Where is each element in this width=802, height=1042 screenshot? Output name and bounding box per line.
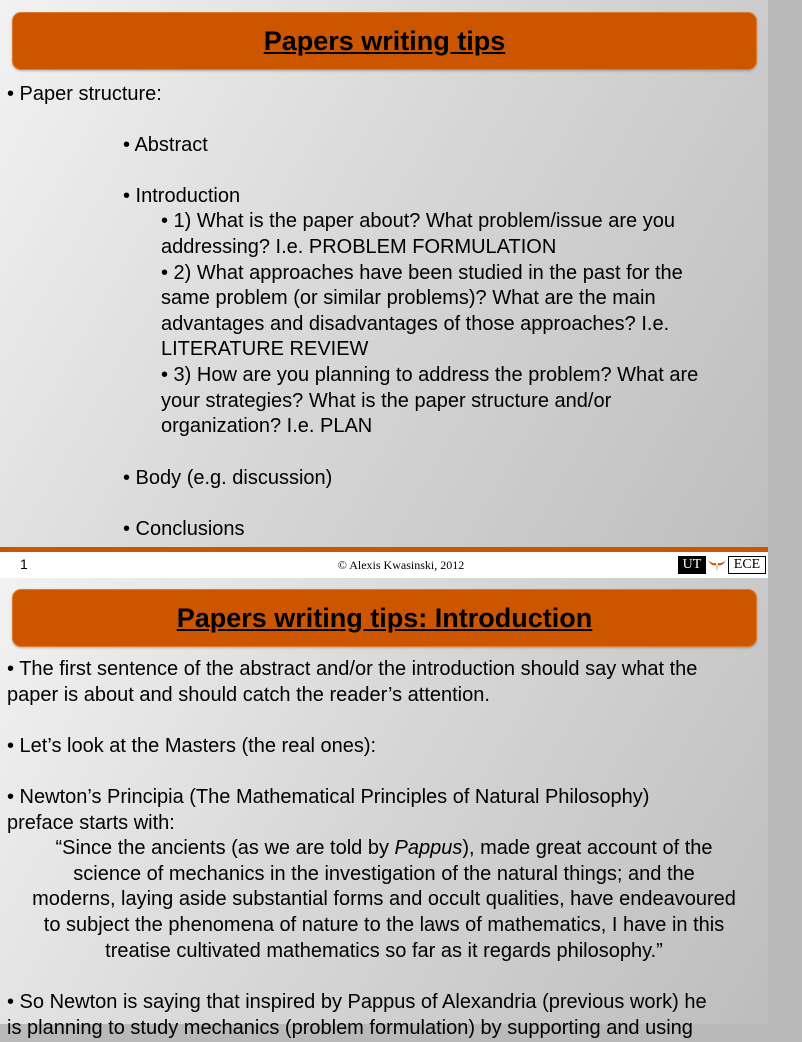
logo-ut: UT: [678, 556, 706, 574]
quote-text: ), made great account of the: [462, 837, 713, 859]
bullet-conclusions: • Conclusions: [123, 518, 245, 540]
bullet-introduction: • Introduction: [123, 185, 241, 207]
quote-italic-pappus: Pappus: [394, 837, 463, 859]
masters-line: • Let’s look at the Masters (the real ones):: [7, 735, 377, 757]
bullet-paper-structure: • Paper structure:: [7, 83, 162, 105]
intro-point-1-cont: addressing? I.e. PROBLEM FORMULATION: [161, 236, 557, 258]
slide-footer: [0, 552, 768, 578]
quote-line-5: treatise cultivated mathematics so far as it regards philosophy.”: [105, 940, 663, 962]
quote-line-1: [0, 836, 768, 862]
longhorn-icon: [706, 556, 728, 574]
logo-ece: ECE: [728, 556, 766, 574]
intro-point-2: • 2) What approaches have been studied in the past for the: [161, 262, 683, 284]
ut-ece-logo: [678, 556, 766, 574]
quote-line-4: to subject the phenomena of nature to the laws of mathematics, I have in this: [43, 914, 725, 936]
intro-point-2-cont-a: same problem (or similar problems)? What are the main: [161, 287, 656, 309]
first-sentence-line-1: • The first sentence of the abstract and/or the introduction should say what the: [7, 658, 698, 680]
principia-line-2: preface starts with:: [7, 812, 175, 834]
closing-line-1: • So Newton is saying that inspired by Pappus of Alexandria (previous work) he: [7, 991, 707, 1013]
closing-line-2: is planning to study mechanics (problem formulation) by supporting and using: [7, 1017, 693, 1039]
intro-point-3: • 3) How are you planning to address the problem? What are: [161, 364, 699, 386]
quote-line-3: moderns, laying aside substantial forms and occult qualities, have endeavoured: [32, 888, 736, 910]
bullet-body: • Body (e.g. discussion): [123, 467, 333, 489]
slide-1-title-bar: [12, 12, 757, 70]
intro-point-2-cont-b: advantages and disadvantages of those approaches? I.e.: [161, 313, 670, 335]
slide-2: [0, 578, 768, 1039]
intro-point-1: • 1) What is the paper about? What problem/issue are you: [161, 210, 675, 232]
slide-number: 1: [20, 556, 28, 572]
slide-1-title: Papers writing tips: [263, 25, 506, 56]
copyright-text: © Alexis Kwasinski, 2012: [337, 558, 465, 572]
first-sentence-line-2: paper is about and should catch the reader’s attention.: [7, 684, 490, 706]
slide-2-title: Papers writing tips: Introduction: [176, 602, 593, 633]
intro-point-3-cont-b: organization? I.e. PLAN: [161, 415, 373, 437]
quote-line-2: science of mechanics in the investigation of the natural things; and the: [73, 863, 695, 885]
intro-point-3-cont-a: your strategies? What is the paper structure and/or: [161, 390, 612, 412]
principia-line-1: • Newton’s Principia (The Mathematical Principles of Natural Philosophy): [7, 786, 650, 808]
slide-2-title-bar: [12, 589, 757, 647]
bullet-abstract: • Abstract: [123, 134, 208, 156]
intro-point-2-cont-c: LITERATURE REVIEW: [161, 338, 369, 360]
quote-text: “Since the ancients (as we are told by: [55, 837, 395, 859]
